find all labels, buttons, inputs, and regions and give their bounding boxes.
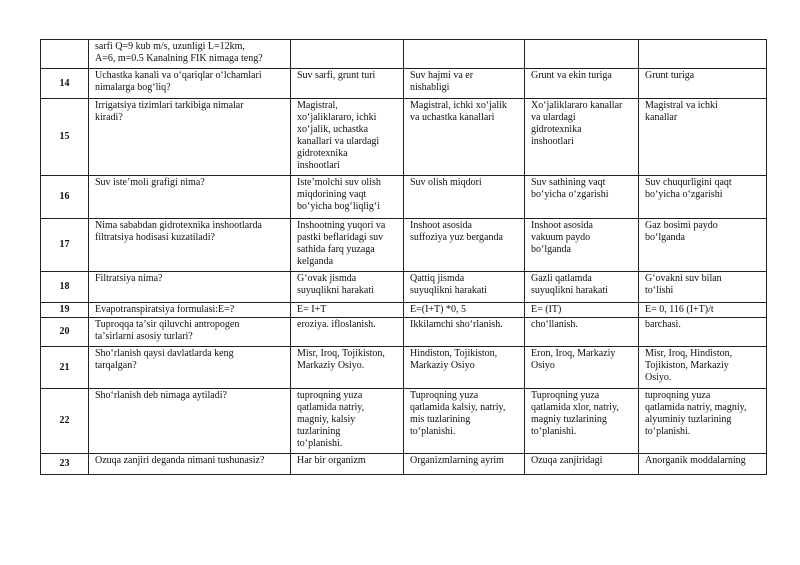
answer-option-b: Suv olish miqdori xyxy=(404,176,525,219)
answer-option-d: Gaz bosimi paydo boʻlganda xyxy=(639,219,767,272)
answer-option-d: Misr, Iroq, Hindiston, Tojikiston, Markaziy Osiyo. xyxy=(639,347,767,389)
answer-option-a xyxy=(291,40,404,69)
question-number: 16 xyxy=(41,176,89,219)
question-text: Shoʻrlanish qaysi davlatlarda keng tarqalgan? xyxy=(89,347,291,389)
answer-option-b: Organizmlarning ayrim xyxy=(404,454,525,475)
question-text: Ozuqa zanjiri deganda nimani tushunasiz? xyxy=(89,454,291,475)
question-number: 22 xyxy=(41,389,89,454)
question-text: Tuproqqa taʼsir qiluvchi antropogen taʼsirlarni asosiy turlari? xyxy=(89,318,291,347)
table-row xyxy=(41,69,767,99)
answer-option-a: tuproqning yuza qatlamida natriy, magniy, kalsiy tuzlarining toʻplanishi. xyxy=(291,389,404,454)
answer-option-b: E=(I+T) *0, 5 xyxy=(404,303,525,318)
question-text: sarfi Q=9 kub m/s, uzunligi L=12km, A=6, m=0.5 Kanalning FIK nimaga teng? xyxy=(89,40,291,69)
answer-option-c: Inshoot asosida vakuum paydo boʻlganda xyxy=(525,219,639,272)
question-text: Shoʻrlanish deb nimaga aytiladi? xyxy=(89,389,291,454)
answer-option-a: Isteʼmolchi suv olish miqdorining vaqt boʻyicha bogʻliqligʻi xyxy=(291,176,404,219)
answer-option-d: E= 0, 116 (I+T)/t xyxy=(639,303,767,318)
answer-option-c: Ozuqa zanjiridagi xyxy=(525,454,639,475)
quiz-table xyxy=(40,39,767,475)
question-number: 18 xyxy=(41,272,89,303)
answer-option-d: Gʻovakni suv bilan toʻlishi xyxy=(639,272,767,303)
question-number: 19 xyxy=(41,303,89,318)
table-row xyxy=(41,40,767,69)
question-text: Filtratsiya nima? xyxy=(89,272,291,303)
question-text: Uchastka kanali va oʻqariqlar oʻlchamlari nimalarga bogʻliq? xyxy=(89,69,291,99)
answer-option-c: E= (IT) xyxy=(525,303,639,318)
answer-option-b xyxy=(404,40,525,69)
answer-option-b: Qattiq jismda suyuqlikni harakati xyxy=(404,272,525,303)
answer-option-a: Har bir organizm xyxy=(291,454,404,475)
table-row xyxy=(41,454,767,475)
question-text: Suv isteʼmoli grafigi nima? xyxy=(89,176,291,219)
answer-option-d: tuproqning yuza qatlamida natriy, magniy, alyuminiy tuzlarining toʻplanishi. xyxy=(639,389,767,454)
question-number: 20 xyxy=(41,318,89,347)
answer-option-b: Tuproqning yuza qatlamida kalsiy, natriy, mis tuzlarining toʻplanishi. xyxy=(404,389,525,454)
question-text: Evapotranspiratsiya formulasi:E=? xyxy=(89,303,291,318)
table-row xyxy=(41,176,767,219)
answer-option-c xyxy=(525,40,639,69)
answer-option-a: Suv sarfi, grunt turi xyxy=(291,69,404,99)
answer-option-b: Ikkilamchi shoʻrlanish. xyxy=(404,318,525,347)
answer-option-a: E= I+T xyxy=(291,303,404,318)
table-row xyxy=(41,318,767,347)
table-row xyxy=(41,219,767,272)
answer-option-c: Tuproqning yuza qatlamida xlor, natriy, magniy tuzlarining toʻplanishi. xyxy=(525,389,639,454)
answer-option-d: Anorganik moddalarning xyxy=(639,454,767,475)
question-number: 15 xyxy=(41,99,89,176)
question-number: 17 xyxy=(41,219,89,272)
answer-option-b: Suv hajmi va er nishabligi xyxy=(404,69,525,99)
question-number: 23 xyxy=(41,454,89,475)
answer-option-d: Suv chuqurligini qaqt boʻyicha oʻzgarishi xyxy=(639,176,767,219)
answer-option-b: Inshoot asosida suffoziya yuz berganda xyxy=(404,219,525,272)
answer-option-b: Hindiston, Tojikiston, Markaziy Osiyo xyxy=(404,347,525,389)
answer-option-c: Suv sathining vaqt boʻyicha oʻzgarishi xyxy=(525,176,639,219)
answer-option-d: barchasi. xyxy=(639,318,767,347)
table-row xyxy=(41,389,767,454)
question-text: Nima sababdan gidrotexnika inshootlarda filtratsiya hodisasi kuzatiladi? xyxy=(89,219,291,272)
question-text: Irrigatsiya tizimlari tarkibiga nimalar kiradi? xyxy=(89,99,291,176)
answer-option-d: Grunt turiga xyxy=(639,69,767,99)
table-row xyxy=(41,303,767,318)
table-row xyxy=(41,99,767,176)
answer-option-a: eroziya. ifloslanish. xyxy=(291,318,404,347)
answer-option-c: Eron, Iroq, Markaziy Osiyo xyxy=(525,347,639,389)
question-number: 14 xyxy=(41,69,89,99)
answer-option-c: choʻllanish. xyxy=(525,318,639,347)
answer-option-b: Magistral, ichki xoʻjalik va uchastka kanallari xyxy=(404,99,525,176)
table-row xyxy=(41,347,767,389)
question-number xyxy=(41,40,89,69)
answer-option-c: Xoʻjaliklararo kanallar va ulardagi gidrotexnika inshootlari xyxy=(525,99,639,176)
answer-option-a: Misr, Iroq, Tojikiston, Markaziy Osiyo. xyxy=(291,347,404,389)
question-number: 21 xyxy=(41,347,89,389)
answer-option-d xyxy=(639,40,767,69)
answer-option-d: Magistral va ichki kanallar xyxy=(639,99,767,176)
answer-option-c: Gazli qatlamda suyuqlikni harakati xyxy=(525,272,639,303)
table-row xyxy=(41,272,767,303)
answer-option-c: Grunt va ekin turiga xyxy=(525,69,639,99)
answer-option-a: Gʻovak jismda suyuqlikni harakati xyxy=(291,272,404,303)
answer-option-a: Magistral, xoʻjaliklararo, ichki xoʻjalik, uchastka kanallari va ulardagi gidrotexnika inshootlari xyxy=(291,99,404,176)
answer-option-a: Inshootning yuqori va pastki beflaridagi suv sathida farq yuzaga kelganda xyxy=(291,219,404,272)
